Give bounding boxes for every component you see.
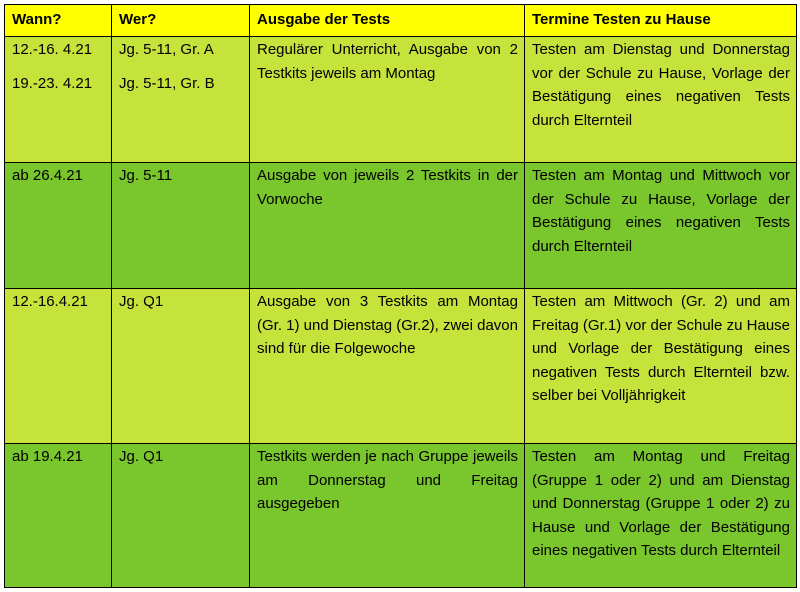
header-termine: Termine Testen zu Hause — [525, 5, 797, 37]
wer-line: Jg. 5-11, Gr. B — [119, 74, 215, 92]
wer-line: Jg. 5-11, Gr. A — [119, 41, 214, 58]
table-header-row — [5, 5, 797, 37]
header-wann: Wann? — [5, 5, 112, 37]
cell-wann: ab 19.4.21 — [5, 444, 112, 588]
table-row — [5, 444, 797, 588]
cell-termine: Testen am Montag und Freitag (Gruppe 1 oder 2) und am Dienstag und Donnerstag (Gruppe 1 oder 2) zu Hause und Vorlage der Bestätigung eines negativen Tests durch Elternteil — [525, 444, 797, 588]
cell-ausgabe: Ausgabe von 3 Testkits am Montag (Gr. 1) und Dienstag (Gr.2), zwei davon sind für die Folgewoche — [250, 289, 525, 444]
test-schedule-table — [4, 4, 797, 588]
table-row — [5, 163, 797, 289]
cell-wer: Jg. Q1 — [112, 444, 250, 588]
wann-line: 19.-23. 4.21 — [12, 74, 93, 92]
table-row — [5, 37, 797, 163]
cell-termine: Testen am Dienstag und Donnerstag vor der Schule zu Hause, Vorlage der Bestätigung eines negativen Tests durch Elternteil — [525, 37, 797, 163]
cell-wer: Jg. Q1 — [112, 289, 250, 444]
wann-line: 12.-16. 4.21 — [12, 41, 93, 58]
cell-wer: Jg. 5-11 — [112, 163, 250, 289]
header-ausgabe: Ausgabe der Tests — [250, 5, 525, 37]
cell-termine: Testen am Montag und Mittwoch vor der Schule zu Hause, Vorlage der Bestätigung eines negativen Tests durch Elternteil — [525, 163, 797, 289]
cell-ausgabe: Testkits werden je nach Gruppe jeweils am Donnerstag und Freitag ausgegeben — [250, 444, 525, 588]
cell-ausgabe: Ausgabe von jeweils 2 Testkits in der Vorwoche — [250, 163, 525, 289]
cell-wann: ab 26.4.21 — [5, 163, 112, 289]
cell-termine: Testen am Mittwoch (Gr. 2) und am Freitag (Gr.1) vor der Schule zu Hause und Vorlage der Bestätigung eines negativen Tests durch Elternteil bzw. selber bei Volljährigkeit — [525, 289, 797, 444]
cell-wer — [112, 37, 250, 163]
cell-wann: 12.-16.4.21 — [5, 289, 112, 444]
table-row — [5, 289, 797, 444]
cell-ausgabe: Regulärer Unterricht, Ausgabe von 2 Testkits jeweils am Montag — [250, 37, 525, 163]
header-wer: Wer? — [112, 5, 250, 37]
cell-wann — [5, 37, 112, 163]
